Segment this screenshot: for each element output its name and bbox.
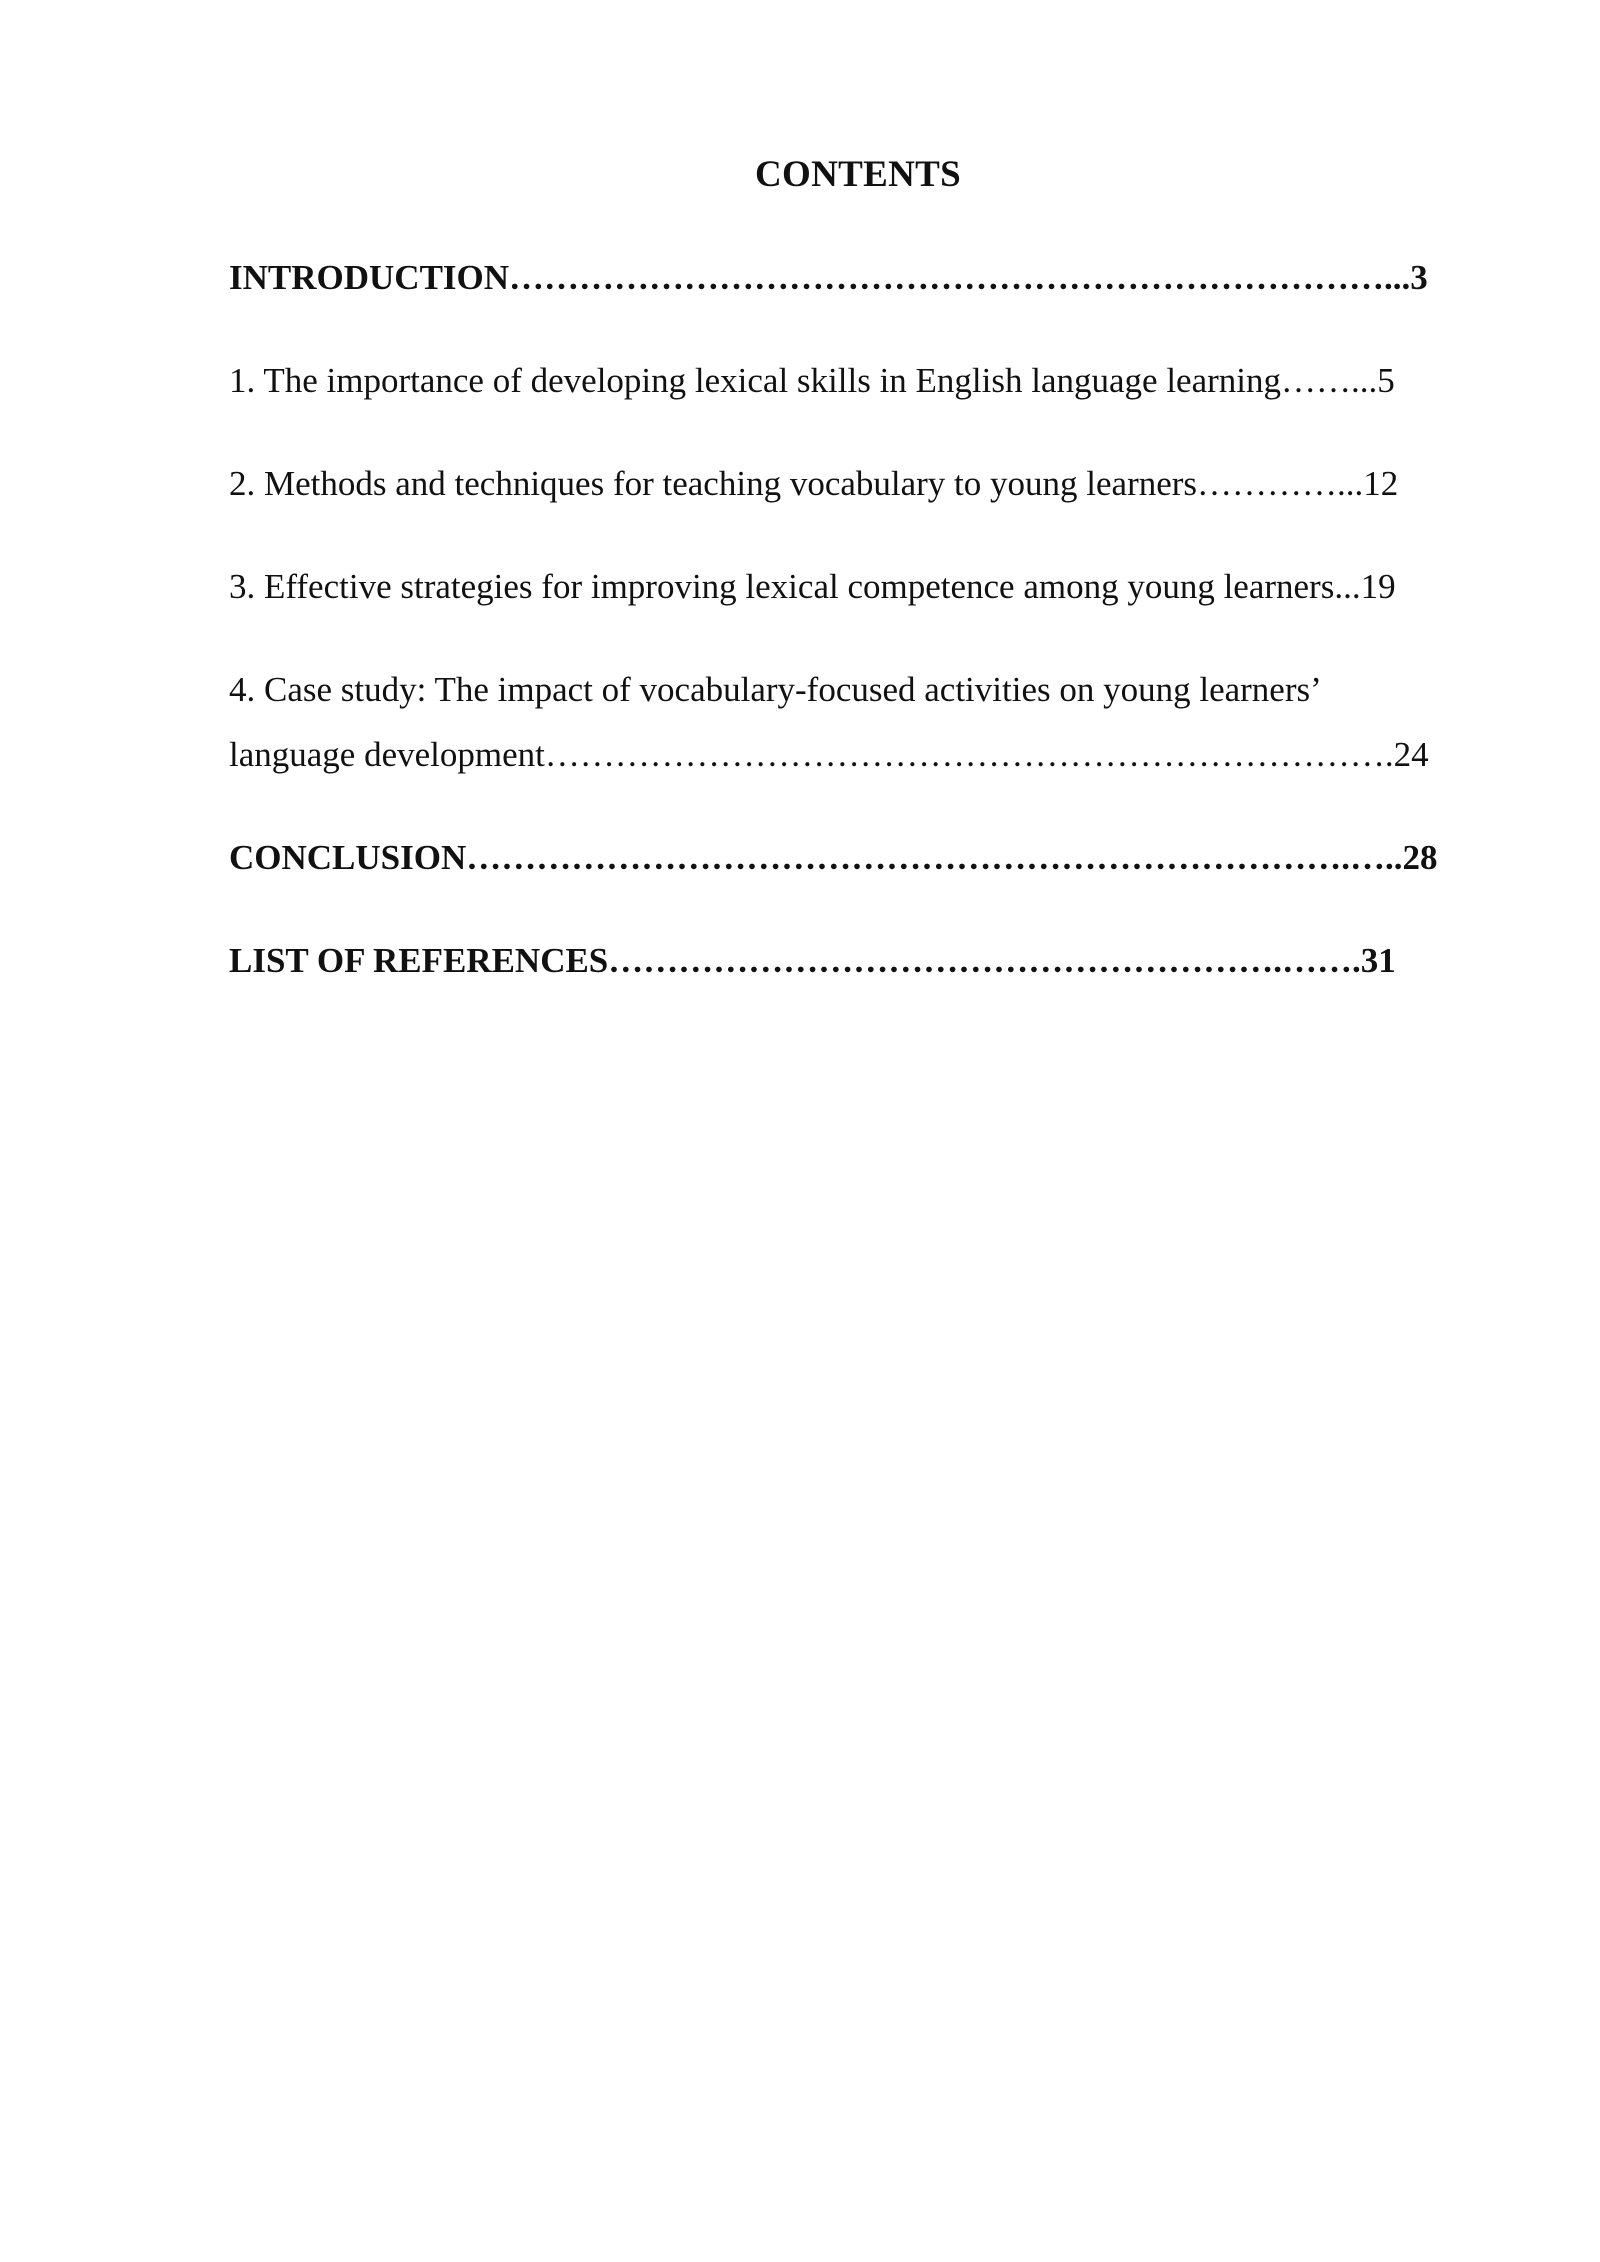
toc-entry-section-2: 2. Methods and techniques for teaching vocabulary to young learners…………...12: [229, 464, 1399, 503]
toc-entry-conclusion: CONCLUSION………………………………………………………………….…..28: [229, 838, 1438, 877]
toc-entry-introduction: INTRODUCTION…………………………………………………………………...3: [229, 258, 1428, 297]
toc-entry-section-4-line-1: 4. Case study: The impact of vocabulary-focused activities on young learners’: [229, 670, 1322, 709]
toc-entry-section-1: 1. The importance of developing lexical skills in English language learning……...5: [229, 361, 1395, 400]
toc-entry-section-4-line-2: language development……………………………………………………………….24: [229, 735, 1429, 774]
contents-heading: CONTENTS: [755, 154, 961, 195]
toc-entry-references: LIST OF REFERENCES………………………………………………….…….31: [229, 941, 1396, 980]
toc-entry-section-3: 3. Effective strategies for improving lexical competence among young learners...19: [229, 567, 1396, 606]
